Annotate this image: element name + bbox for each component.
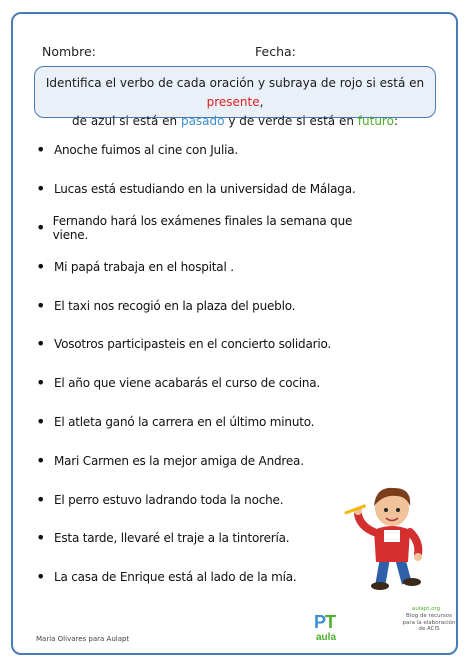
bullet-icon: • (36, 450, 46, 470)
bullet-icon: • (36, 528, 46, 548)
svg-text:P: P (314, 612, 327, 632)
bullet-icon: • (36, 217, 46, 237)
sentence-item (36, 441, 366, 480)
sentence-text: Mari Carmen es la mejor amiga de Andrea. (54, 453, 304, 468)
bullet-icon: • (36, 295, 46, 315)
sentence-item (36, 209, 366, 248)
sentence-text: Mi papá trabaja en el hospital . (54, 259, 234, 274)
nombre-label: Nombre: (42, 44, 96, 59)
sentence-text: Anoche fuimos al cine con Julia. (54, 143, 238, 158)
logo-caption: Blog de recursos para la elaboración de ACIS (402, 613, 456, 632)
sentence-item (36, 131, 366, 170)
instructions-text-1: Identifica el verbo de cada oración y subraya de rojo si está en (45, 76, 425, 90)
bullet-icon: • (36, 140, 46, 160)
sentence-text: Fernando hará los exámenes finales la semana que viene. (52, 213, 353, 242)
instructions-box (34, 66, 436, 128)
svg-text:T: T (325, 612, 336, 632)
bullet-icon: • (36, 489, 46, 509)
svg-text:aula: aula (316, 632, 337, 643)
fecha-label: Fecha: (255, 44, 296, 59)
pasado-word: pasado (180, 114, 225, 128)
boy-illustration (340, 480, 445, 600)
sentence-item (36, 403, 366, 442)
instructions-text-2: , (259, 95, 264, 109)
instructions-text-5: : (393, 114, 398, 128)
author-credit: Maria Olivares para Aulapt (36, 635, 130, 643)
header-row (42, 44, 444, 62)
sentence-item (36, 325, 366, 364)
sentence-text: Lucas está estudiando en la universidad de Málaga. (54, 182, 356, 197)
sentence-text: El año que viene acabarás el curso de cocina. (54, 376, 321, 391)
logo-url: aulapt.org (412, 606, 441, 612)
sentence-text: El perro estuvo ladrando toda la noche. (54, 492, 284, 507)
sentence-list (36, 131, 366, 597)
bullet-icon: • (36, 373, 46, 393)
sentence-item (36, 558, 366, 597)
sentence-text: Esta tarde, llevaré el traje a la tintorería. (54, 531, 290, 546)
bullet-icon: • (36, 334, 46, 354)
sentence-item (36, 247, 366, 286)
bullet-icon: • (36, 567, 46, 587)
instructions-text-3: de azul si está en (72, 114, 181, 128)
sentence-text: La casa de Enrique está al lado de la mía. (54, 570, 297, 585)
sentence-item (36, 286, 366, 325)
bullet-icon: • (36, 256, 46, 276)
sentence-text: Vosotros participasteis en el concierto solidario. (54, 337, 332, 352)
sentence-item (36, 519, 366, 558)
sentence-item (36, 364, 366, 403)
sentence-item (36, 480, 366, 519)
sentence-item (36, 170, 366, 209)
sentence-text: El taxi nos recogió en la plaza del pueblo. (54, 298, 296, 313)
bullet-icon: • (36, 411, 46, 431)
instructions-text-4: y de verde si está en (224, 114, 358, 128)
presente-word: presente (206, 95, 260, 109)
bullet-icon: • (36, 179, 46, 199)
futuro-word: futuro (357, 114, 394, 128)
sentence-text: El atleta ganó la carrera en el último minuto. (54, 414, 315, 429)
